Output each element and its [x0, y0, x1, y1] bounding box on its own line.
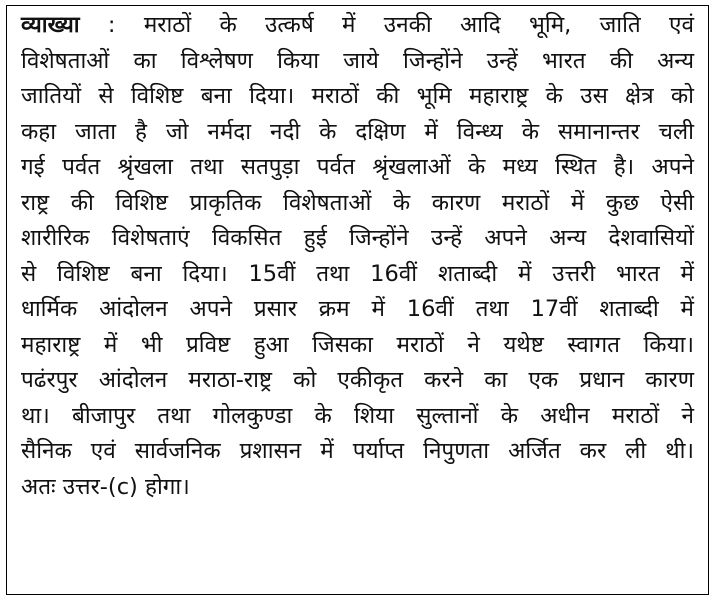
line-1-text: मराठों के उत्कर्ष में उनकी आदि भूमि, जाति एवं [143, 12, 695, 38]
explanation-line-5: गई पर्वत श्रृंखला तथा सतपुड़ा पर्वत श्रृंखलाओं के मध्य स्थित है। अपने [21, 154, 694, 180]
explanation-line-8: से विशिष्ट बना दिया। 15वीं तथा 16वीं शताब्दी में उत्तरी भारत में [21, 261, 694, 287]
explanation-line-1 [21, 7, 694, 43]
heading-separator: : [107, 12, 116, 38]
explanation-line-11: पढंरपुर आंदोलन मराठा-राष्ट्र को एकीकृत करने का एक प्रधान कारण [21, 367, 694, 393]
explanation-line-7: शारीरिक विशेषताएं विकसित हुई जिन्होंने उन्हें अपने अन्य देशवासियों [21, 225, 694, 251]
explanation-line-6: राष्ट्र की विशिष्ट प्राकृतिक विशेषताओं के कारण मराठों में कुछ ऐसी [21, 190, 694, 216]
explanation-line-4: कहा जाता है जो नर्मदा नदी के दक्षिण में विन्ध्य के समानान्तर चली [21, 119, 694, 145]
explanation-line-10: महाराष्ट्र में भी प्रविष्ट हुआ जिसका मराठों ने यथेष्ट स्वागत किया। [21, 332, 694, 358]
explanation-line-2: विशेषताओं का विश्लेषण किया जाये जिन्होंने उन्हें भारत की अन्य [21, 48, 694, 74]
explanation-line-12: था। बीजापुर तथा गोलकुण्डा के शिया सुल्तानों के अधीन मराठों ने [21, 403, 694, 429]
explanation-box [6, 5, 709, 595]
explanation-line-9: धार्मिक आंदोलन अपने प्रसार क्रम में 16वीं तथा 17वीं शताब्दी में [21, 296, 694, 322]
explanation-line-3: जातियों से विशिष्ट बना दिया। मराठों की भूमि महाराष्ट्र के उस क्षेत्र को [21, 83, 694, 109]
explanation-line-13: सैनिक एवं सार्वजनिक प्रशासन में पर्याप्त निपुणता अर्जित कर ली थी। [21, 438, 694, 464]
answer-line: अतः उत्तर-(c) होगा। [21, 474, 190, 500]
explanation-heading: व्याख्या [21, 12, 80, 38]
